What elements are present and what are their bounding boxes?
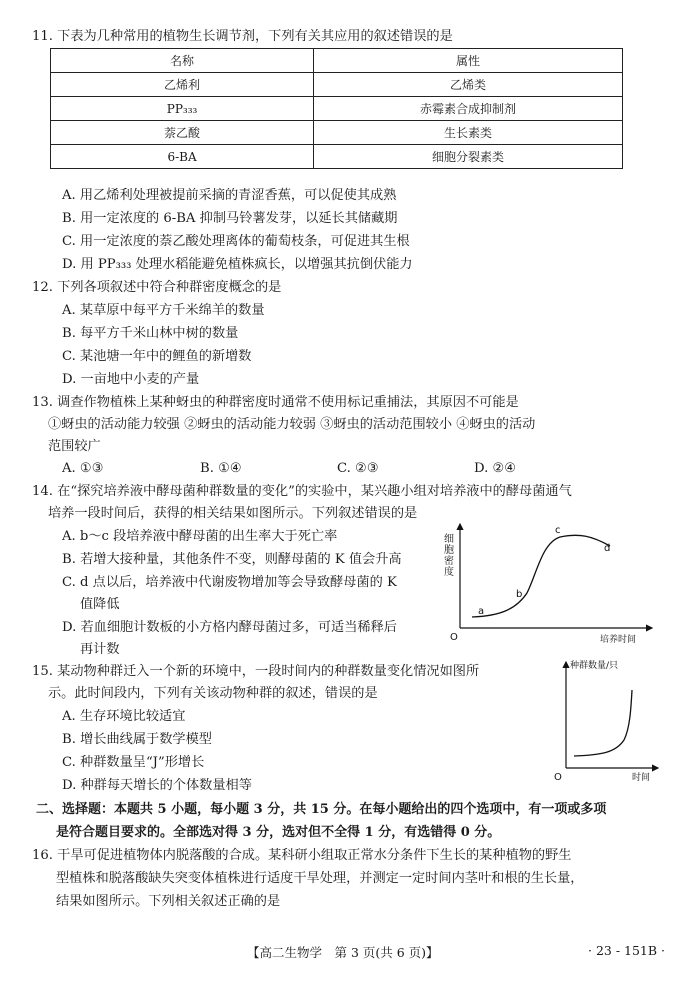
- q14-xlabel: 培养时间: [600, 635, 637, 645]
- q11-option-d: D. 用 PP₃₃₃ 处理水稻能避免植株疯长，以增强其抗倒伏能力: [62, 257, 413, 272]
- q16-line-1: 16. 干旱可促进植物体内脱落酸的合成。某科研小组取正常水分条件下生长的某种植物的野生: [32, 848, 572, 863]
- q14-option-b: B. 若增大接种量，其他条件不变，则酵母菌的 K 值会升高: [62, 552, 402, 567]
- q13-option-d: D. ②④: [474, 461, 517, 476]
- table-row: [51, 73, 623, 97]
- section2-instructions: 是符合题目要求的。全部选对得 3 分，选对但不全得 1 分，有选错得 0 分。: [56, 825, 501, 840]
- table-cell: 6-BA: [51, 145, 314, 169]
- table-row: [51, 145, 623, 169]
- q15-ylabel: 种群数量/只: [570, 661, 619, 671]
- q13-line-2: ①蚜虫的活动能力较强 ②蚜虫的活动能力较弱 ③蚜虫的活动范围较小 ④蚜虫的活动: [48, 417, 536, 432]
- q11-option-c: C. 用一定浓度的萘乙酸处理离体的葡萄枝条，可促进其生根: [62, 234, 410, 249]
- q15-option-a: A. 生存环境比较适宜: [62, 709, 186, 724]
- q14-point-d: d: [604, 543, 611, 554]
- page-footer: 【高二生物学 第 3 页(共 6 页)】: [247, 945, 439, 960]
- exam-code: · 23 - 151B ·: [588, 943, 666, 958]
- table-row: [51, 97, 623, 121]
- q11-option-a: A. 用乙烯利处理被提前采摘的青涩香蕉，可以促使其成熟: [62, 188, 397, 203]
- q12-option-d: D. 一亩地中小麦的产量: [62, 372, 200, 387]
- q14-option-c: C. d 点以后，培养液中代谢废物增加等会导致酵母菌的 K: [62, 575, 397, 590]
- q15-j-curve-chart: [548, 656, 663, 786]
- q14-stem-1: 14. 在“探究培养液中酵母菌种群数量的变化”的实验中，某兴趣小组对培养液中的酵母菌通气: [32, 484, 572, 499]
- table-row: [51, 121, 623, 145]
- q13-option-a: A. ①③: [62, 461, 104, 476]
- q14-point-c: c: [555, 525, 561, 536]
- q12-option-b: B. 每平方千米山林中树的数量: [62, 326, 239, 341]
- table-header-cell: 名称: [51, 49, 314, 73]
- q11-option-b: B. 用一定浓度的 6-BA 抑制马铃薯发芽，以延长其储藏期: [62, 211, 398, 226]
- q14-point-b: b: [516, 589, 523, 600]
- q14-option-d: D. 若血细胞计数板的小方格内酵母菌过多，可适当稀释后: [62, 620, 397, 635]
- q15-stem-2: 示。此时间段内，下列有关该动物种群的叙述，错误的是: [48, 686, 378, 701]
- q13-option-b: B. ①④: [200, 461, 242, 476]
- q14-stem-2: 培养一段时间后，获得的相关结果如图所示。下列叙述错误的是: [48, 506, 418, 521]
- q11-stem: 11. 下表为几种常用的植物生长调节剂，下列有关其应用的叙述错误的是: [32, 29, 453, 44]
- q15-option-b: B. 增长曲线属于数学模型: [62, 732, 212, 747]
- table-header-cell: 属性: [314, 49, 623, 73]
- q15-option-d: D. 种群每天增长的个体数量相等: [62, 778, 252, 793]
- q13-stem: 13. 调查作物植株上某种蚜虫的种群密度时通常不使用标记重捕法，其原因不可能是: [32, 395, 519, 410]
- q14-growth-chart: [442, 518, 657, 648]
- table-cell: 赤霉素合成抑制剂: [314, 97, 623, 121]
- q13-option-c: C. ②③: [337, 461, 379, 476]
- q12-stem: 12. 下列各项叙述中符合种群密度概念的是: [32, 280, 282, 295]
- table-cell: 细胞分裂素类: [314, 145, 623, 169]
- q14-option-a: A. b～c 段培养液中酵母菌的出生率大于死亡率: [62, 529, 338, 544]
- q15-option-c: C. 种群数量呈“J”形增长: [62, 755, 205, 770]
- q15-j-curve: [574, 690, 632, 756]
- q15-origin-label: O: [554, 772, 562, 783]
- q15-stem-1: 15. 某动物种群迁入一个新的环境中，一段时间内的种群数量变化情况如图所: [32, 664, 480, 679]
- q16-line-2: 型植株和脱落酸缺失突变体植株进行适度干旱处理，并测定一定时间内茎叶和根的生长量，: [56, 871, 584, 886]
- table-cell: 乙烯类: [314, 73, 623, 97]
- q14-point-a: a: [478, 606, 485, 617]
- table-cell: 乙烯利: [51, 73, 314, 97]
- q14-option-c-cont: 值降低: [80, 597, 120, 612]
- table-cell: PP₃₃₃: [51, 97, 314, 121]
- q12-option-a: A. 某草原中每平方千米绵羊的数量: [62, 303, 265, 318]
- q11-table: [50, 48, 623, 169]
- q16-line-3: 结果如图所示。下列相关叙述正确的是: [56, 894, 281, 909]
- q13-line-3: 范围较广: [48, 439, 101, 454]
- table-header-row: [51, 49, 623, 73]
- section2-heading: 二、选择题：本题共 5 小题，每小题 3 分，共 15 分。在每小题给出的四个选项中，有一项或多项: [36, 802, 607, 817]
- q14-s-curve: [472, 535, 610, 617]
- q14-origin-label: O: [450, 632, 458, 643]
- q15-xlabel: 时间: [632, 773, 651, 783]
- q14-ylabel: 细 胞 密 度: [444, 534, 454, 578]
- q12-option-c: C. 某池塘一年中的鲤鱼的新增数: [62, 349, 252, 364]
- table-cell: 生长素类: [314, 121, 623, 145]
- q14-option-d-cont: 再计数: [80, 642, 120, 657]
- table-cell: 萘乙酸: [51, 121, 314, 145]
